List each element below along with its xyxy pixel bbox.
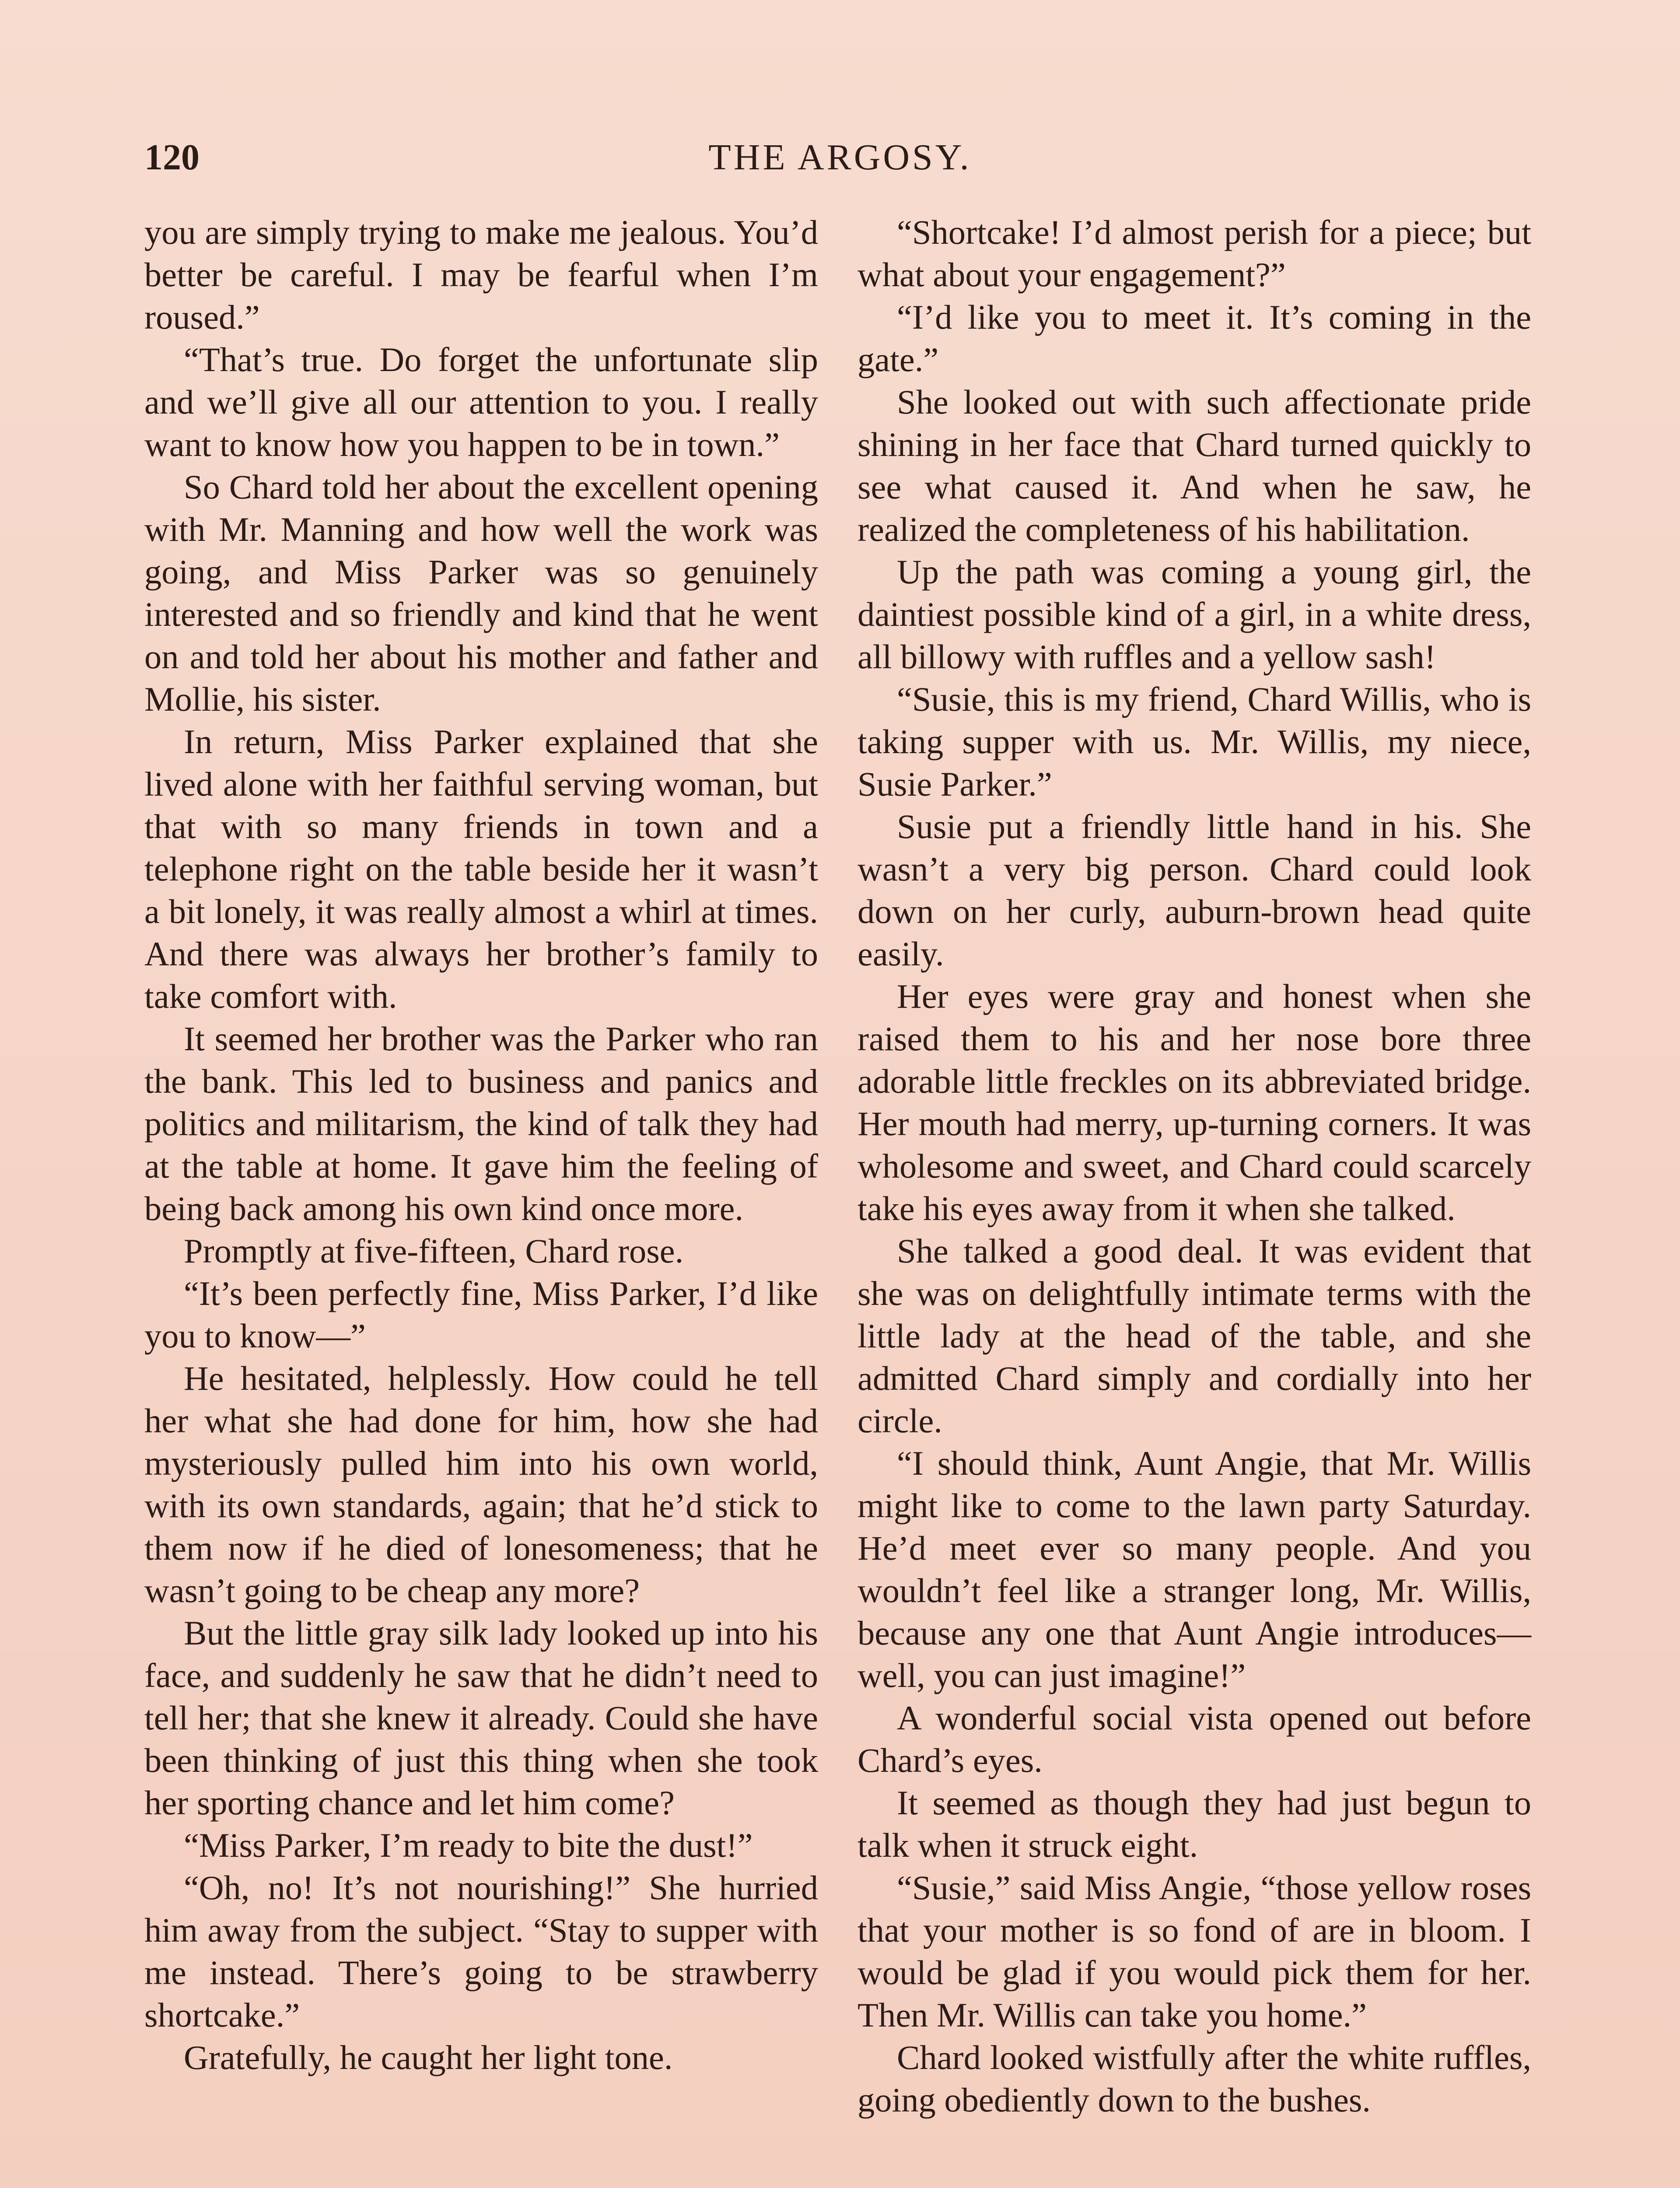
paragraph: “Susie,” said Miss Angie, “those yellow roses that your mother is so fond of are in bloom. I would be glad if you would pick them for her. Then Mr. Willis can take you home.”	[858, 1869, 1531, 2034]
paragraph: “I’d like you to meet it. It’s coming in the gate.”	[858, 298, 1531, 379]
paragraph: A wonderful social vista opened out before Chard’s eyes.	[858, 1699, 1531, 1779]
paragraph: Gratefully, he caught her light tone.	[184, 2038, 673, 2076]
paragraph: Promptly at five-fifteen, Chard rose.	[184, 1232, 684, 1270]
paragraph: In return, Miss Parker explained that she lived alone with her faithful serving woman, but that with so many friends in town and a telephone right on the table beside her it wasn’t a bit lonely, it was really almost a whirl at times. And there was always her brother’s family to take comfort with.	[144, 722, 818, 1015]
page-number: 120	[144, 137, 200, 178]
paragraph: “Susie, this is my friend, Chard Willis, who is taking supper with us. Mr. Willis, my niece, Susie Parker.”	[858, 680, 1531, 803]
paragraph: It seemed her brother was the Parker who ran the bank. This led to business and panics and politics and militarism, the kind of talk they had at the table at home. It gave him the feeling of being back among his own kind once more.	[144, 1020, 818, 1227]
paragraph: “That’s true. Do forget the unfortunate slip and we’ll give all our attention to you. I really want to know how you happen to be in town.”	[144, 340, 818, 463]
paragraph: you are simply trying to make me jealous. You’d better be careful. I may be fearful when I’m roused.”	[144, 213, 818, 336]
paragraph: He hesitated, helplessly. How could he tell her what she had done for him, how she had mysteriously pulled him into his own world, with its own standards, again; that he’d stick to them now if he died of lonesomeness; that he wasn’t going to be cheap any more?	[144, 1359, 818, 1609]
paragraph: Her eyes were gray and honest when she raised them to his and her nose bore three adorable little freckles on its abbreviated bridge. Her mouth had merry, up-turning corners. It was wholesome and sweet, and Chard could scarcely take his eyes away from it when she talked.	[858, 977, 1531, 1227]
paragraph: “Oh, no! It’s not nourishing!” She hurried him away from the subject. “Stay to supper with me instead. There’s going to be strawberry shortcake.”	[144, 1869, 818, 2034]
paragraph: She looked out with such affectionate pride shining in her face that Chard turned quickly to see what caused it. And when he saw, he realized the completeness of his habilitation.	[858, 383, 1531, 548]
paragraph: Chard looked wistfully after the white ruffles, going obediently down to the bushes.	[858, 2038, 1531, 2119]
paragraph: “Shortcake! I’d almost perish for a piece; but what about your engagement?”	[858, 213, 1531, 294]
paragraph: Up the path was coming a young girl, the daintiest possible kind of a girl, in a white dress, all billowy with ruffles and a yellow sash!	[858, 553, 1531, 676]
paragraph: “It’s been perfectly fine, Miss Parker, I’d like you to know—”	[144, 1274, 818, 1355]
running-title: THE ARGOSY.	[708, 137, 972, 178]
paragraph: “I should think, Aunt Angie, that Mr. Willis might like to come to the lawn party Saturday. He’d meet ever so many people. And you wouldn’t feel like a stranger long, Mr. Willis, because any one that Aunt Angie introduces—well, you can just imagine!”	[858, 1444, 1531, 1694]
paragraph: It seemed as though they had just begun to talk when it struck eight.	[858, 1784, 1531, 1864]
page-header	[144, 131, 1536, 184]
paragraph: “Miss Parker, I’m ready to bite the dust!”	[184, 1826, 753, 1864]
paragraph: So Chard told her about the excellent opening with Mr. Manning and how well the work was going, and Miss Parker was so genuinely interested and so friendly and kind that he went on and told her about his mother and father and Mollie, his sister.	[144, 468, 818, 718]
paragraph: But the little gray silk lady looked up into his face, and suddenly he saw that he didn’t need to tell her; that she knew it already. Could she have been thinking of just this thing when she took her sporting chance and let him come?	[144, 1614, 818, 1822]
left-column	[144, 211, 818, 2079]
right-column	[858, 211, 1531, 2121]
paragraph: She talked a good deal. It was evident that she was on delightfully intimate terms with the little lady at the head of the table, and she admitted Chard simply and cordially into her circle.	[858, 1232, 1531, 1440]
paragraph: Susie put a friendly little hand in his. She wasn’t a very big person. Chard could look down on her curly, auburn-brown head quite easily.	[858, 807, 1531, 973]
